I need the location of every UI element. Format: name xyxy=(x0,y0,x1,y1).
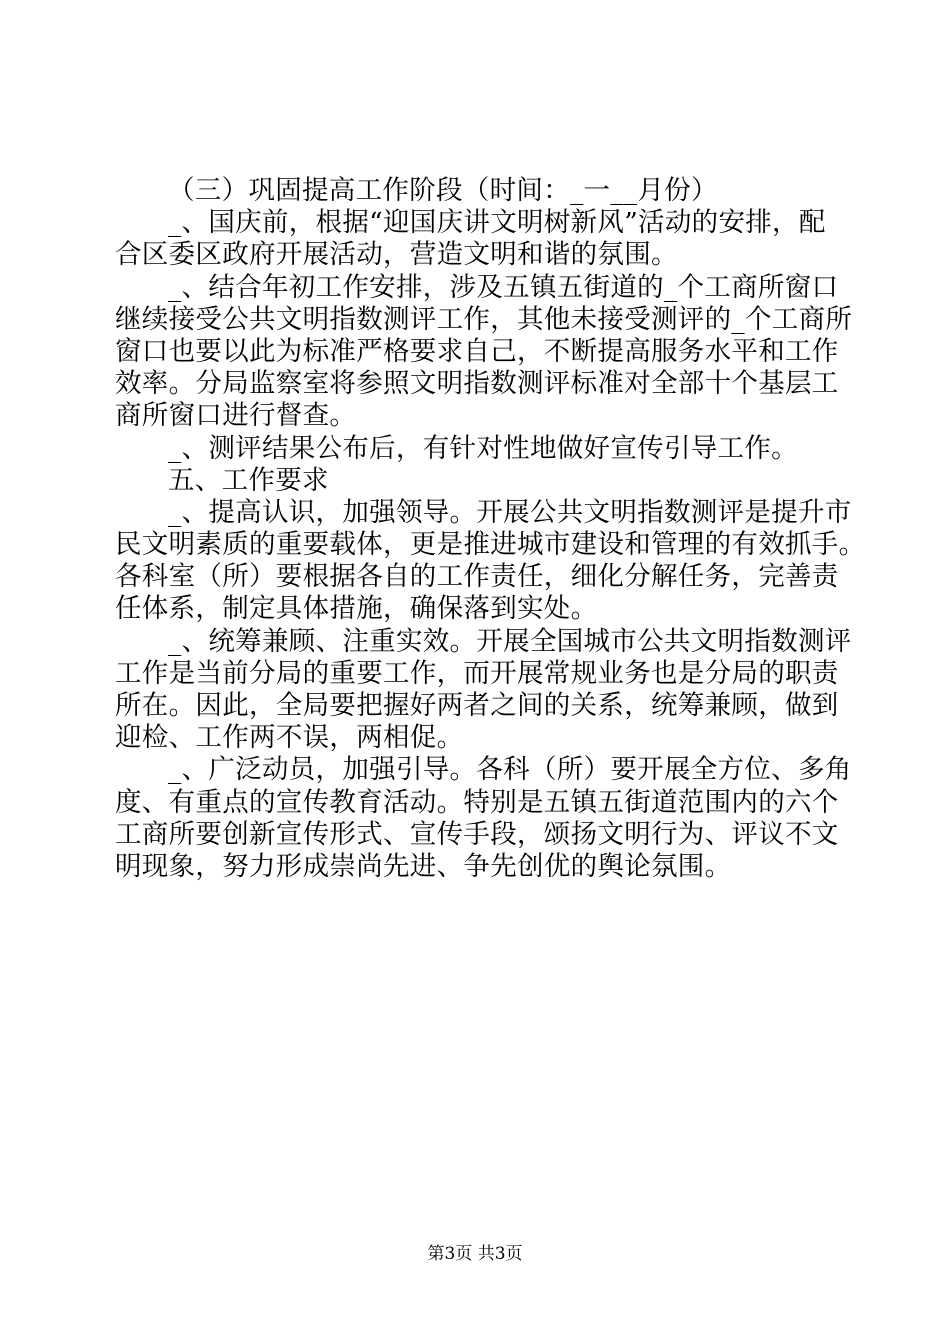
paragraph-line: 所在。因此，全局要把握好两者之间的关系，统筹兼顾，做到 xyxy=(115,690,839,721)
paragraph-line: 工商所要创新宣传形式、宣传手段，颂扬文明行为、评议不文 xyxy=(115,818,839,850)
paragraph-line: 度、有重点的宣传教育活动。特别是五镇五街道范围内的六个 xyxy=(115,786,839,818)
paragraph-line: _、广泛动员，加强引导。各科（所）要开展全方位、多角 xyxy=(168,754,852,786)
document-body xyxy=(115,175,866,883)
paragraph-line: 合区委区政府开展活动，营造文明和谐的氛围。 xyxy=(115,239,678,271)
paragraph-line: _、国庆前，根据“迎国庆讲文明树新风”活动的安排，配 xyxy=(168,207,826,239)
paragraph-line: 工作是当前分局的重要工作，而开展常规业务也是分局的职责 xyxy=(115,657,839,689)
paragraph-line: 明现象，努力形成崇尚先进、争先创优的舆论氛围。 xyxy=(115,850,732,882)
paragraph-line: _、提高认识，加强领导。开展公共文明指数测评是提升市 xyxy=(168,496,852,528)
paragraph-line: 继续接受公共文明指数测评工作，其他未接受测评的_个工商所 xyxy=(115,303,853,335)
page-footer xyxy=(0,1243,950,1265)
paragraph-line: 迎检、工作两不误，两相促。 xyxy=(115,722,464,754)
paragraph-line: 各科室（所）要根据各自的工作责任，细化分解任务，完善责 xyxy=(115,561,839,593)
paragraph-line: 窗口也要以此为标准严格要求自己，不断提高服务水平和工作 xyxy=(115,335,839,367)
page-number: 第3页 共3页 xyxy=(427,1244,523,1264)
paragraph-line: 商所窗口进行督查。 xyxy=(115,400,357,432)
paragraph-line: _、统筹兼顾、注重实效。开展全国城市公共文明指数测评 xyxy=(168,625,852,657)
paragraph-line: 民文明素质的重要载体，更是推进城市建设和管理的有效抓手。 xyxy=(115,529,866,561)
section-heading-consolidation: （三）巩固提高工作阶段（时间：_一__月份） xyxy=(168,175,718,206)
section-heading-requirements: 五、工作要求 xyxy=(168,464,329,496)
paragraph-line: _、结合年初工作安排，涉及五镇五街道的_个工商所窗口 xyxy=(168,271,839,303)
paragraph-line: 任体系，制定具体措施，确保落到实处。 xyxy=(115,593,598,625)
paragraph-line: _、测评结果公布后，有针对性地做好宣传引导工作。 xyxy=(168,432,798,464)
paragraph-line: 效率。分局监察室将参照文明指数测评标准对全部十个基层工 xyxy=(115,368,839,400)
